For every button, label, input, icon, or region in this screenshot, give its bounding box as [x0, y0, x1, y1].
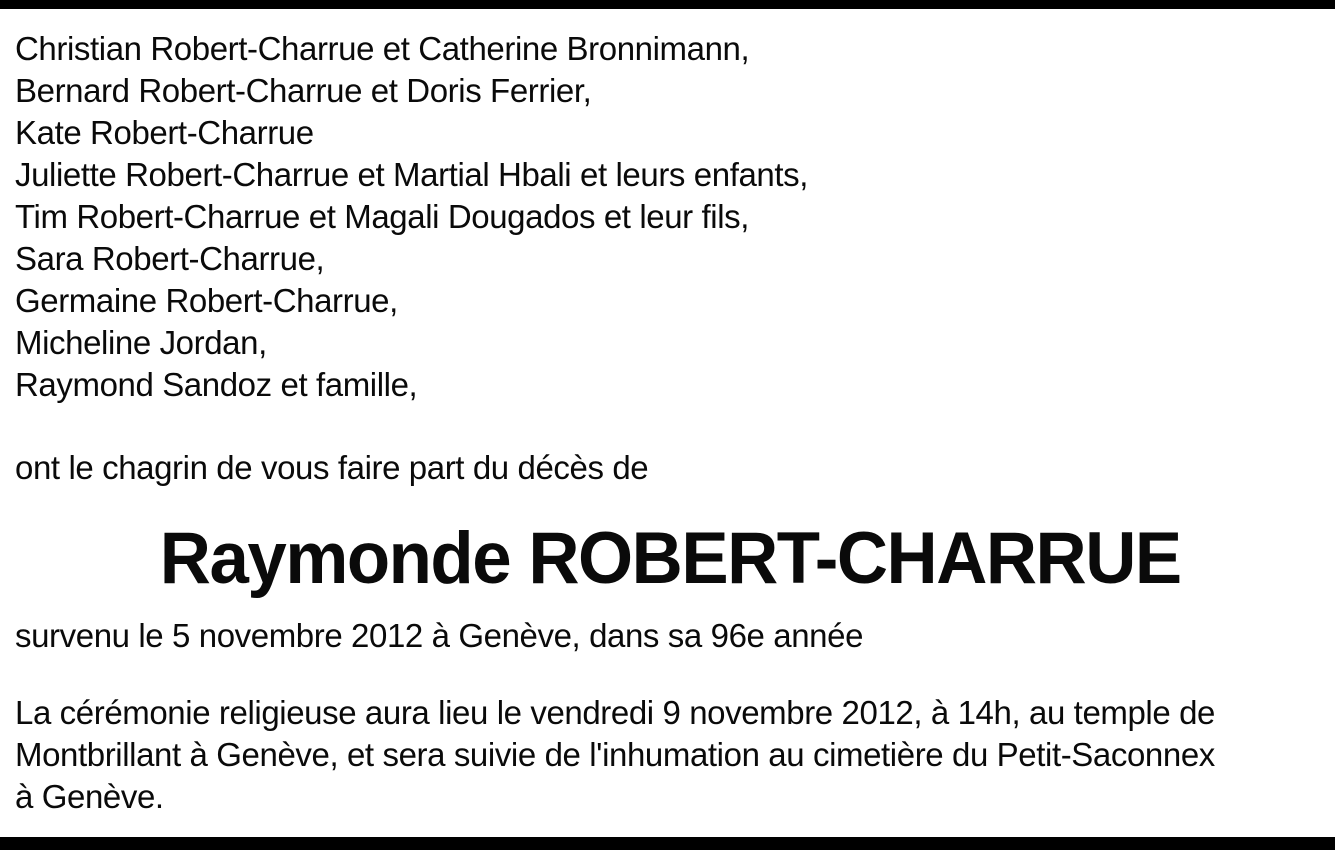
family-names-block: [15, 28, 1325, 406]
death-details-line: survenu le 5 novembre 2012 à Genève, dans sa 96e année: [15, 617, 864, 654]
ceremony-line: à Genève.: [15, 778, 164, 815]
family-name-line: Juliette Robert-Charrue et Martial Hbali et leurs enfants,: [15, 156, 809, 193]
family-name-line: Kate Robert-Charrue: [15, 114, 314, 151]
deceased-name-text: Raymonde ROBERT-CHARRUE: [159, 518, 1181, 599]
family-name-line: Sara Robert-Charrue,: [15, 240, 325, 277]
family-name-line: Raymond Sandoz et famille,: [15, 366, 418, 403]
announcement-intro-line: ont le chagrin de vous faire part du décès de: [15, 449, 649, 486]
family-name-line: Christian Robert-Charrue et Catherine Bronnimann,: [15, 30, 750, 67]
bottom-border-bar: [0, 837, 1335, 850]
deceased-name-heading: [15, 517, 1325, 601]
ceremony-line: La cérémonie religieuse aura lieu le vendredi 9 novembre 2012, à 14h, au temple de: [15, 694, 1215, 731]
ceremony-line: Montbrillant à Genève, et sera suivie de l'inhumation au cimetière du Petit-Saconnex: [15, 736, 1215, 773]
notice-content: [15, 9, 1325, 818]
top-border-bar: [0, 0, 1335, 9]
family-name-line: Micheline Jordan,: [15, 324, 267, 361]
family-name-line: Tim Robert-Charrue et Magali Dougados et leur fils,: [15, 198, 750, 235]
family-name-line: Bernard Robert-Charrue et Doris Ferrier,: [15, 72, 592, 109]
ceremony-paragraph: [15, 692, 1325, 818]
family-name-line: Germaine Robert-Charrue,: [15, 282, 398, 319]
